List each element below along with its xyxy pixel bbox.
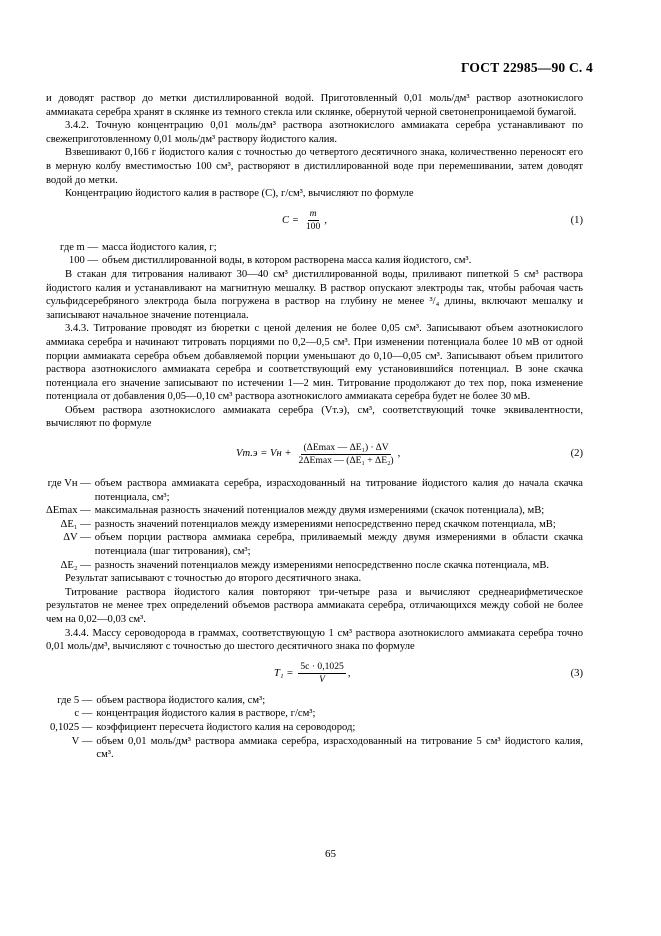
- document-body: [46, 92, 583, 762]
- legend-2: [46, 477, 583, 572]
- formula-number: (2): [570, 448, 583, 460]
- paragraph: Титрование раствора йодистого калия повторяют три-четыре раза и вычисляют среднеарифметическое результатов не менее трех определений объемов раствора аммиаката серебра, отличающихся между собой не более чем на 0,02—0,03 см³.: [46, 586, 583, 625]
- legend-text: объем раствора йодистого калия, см³;: [96, 694, 266, 706]
- paragraph: 3.4.4. Массу сероводорода в граммах, соответствующую 1 см³ раствора азотнокислого аммиаката серебра точно 0,01 моль/дм³, вычисляют с точностью до шестого десятичного знака по формуле: [46, 627, 583, 653]
- paragraph: Взвешивают 0,166 г йодистого калия с точностью до четвертого десятичного знака, количественно переносят его в мерную колбу вместимостью 100 см³, растворяют в дистиллированной воде при перемешивании, затем доводят водой до метки.: [46, 147, 583, 186]
- legend-symbol: 100 —: [68, 255, 99, 267]
- formula-1: [46, 206, 583, 236]
- paragraph: Результат записывают с точностью до второго десятичного знака.: [65, 573, 362, 585]
- legend-symbol: где m —: [60, 241, 99, 253]
- legend-symbol: ΔEmax —: [46, 505, 91, 517]
- formula-number: (1): [570, 214, 583, 226]
- legend-symbol: где 5 —: [57, 694, 93, 706]
- formula-lhs: Vт.э = Vн +: [236, 448, 292, 460]
- legend-text: коэффициент пересчета йодистого калия на сероводород;: [96, 721, 356, 733]
- formula-tail: ,: [347, 667, 351, 679]
- formula-denominator: 2ΔEmax — (ΔE₁ + ΔE₂): [298, 454, 394, 466]
- legend-symbol: c —: [74, 708, 93, 720]
- formula-3: [46, 659, 583, 689]
- legend-3: [50, 694, 583, 762]
- legend-text: масса йодистого калия, г;: [102, 241, 217, 253]
- paragraph: В стакан для титрования наливают 30—40 см³ дистиллированной воды, приливают пипеткой 5 см³ раствора йодистого калия и устанавливают на магнитную мешалку. В раствор опускают электроды так, чтобы рабочая часть сульфидсеребряного электрода была погружена в раствор на глубину не менее ³/₄ длины, включают мешалку и записывают начальное значение потенциала.: [46, 268, 583, 321]
- formula-tail: ,: [324, 214, 327, 226]
- formula-lhs: C =: [282, 214, 299, 226]
- formula-2: [46, 437, 583, 471]
- page-number: 65: [325, 848, 336, 860]
- paragraph: 3.4.2. Точную концентрацию 0,01 моль/дм³ раствора азотнокислого аммиаката серебра устанавливают по свежеприготовленному 0,01 моль/дм³ раствору йодистого калия.: [46, 120, 583, 145]
- formula-numerator: (ΔEmax — ΔE₁) · ΔV: [303, 441, 389, 453]
- legend-text: объем порции раствора аммиака серебра, приливаемый между двумя измерениями в области скачка потенциала (шаг титрования), см³;: [94, 532, 583, 558]
- paragraph: Концентрацию йодистого калия в растворе (С), г/см³, вычисляют по формуле: [65, 188, 414, 200]
- legend-text: разность значений потенциалов между измерениями непосредственно перед скачком потенциала, мВ;: [94, 518, 556, 530]
- formula-numerator: m: [309, 208, 317, 220]
- legend-1: [60, 241, 583, 268]
- legend-text: концентрация йодистого калия в растворе, г/см³;: [96, 708, 316, 720]
- formula-lhs: T₁ =: [274, 667, 294, 679]
- legend-text: максимальная разность значений потенциалов между двумя измерениями (скачок потенциала), мВ;: [94, 505, 545, 517]
- legend-symbol: ΔE₁ —: [60, 518, 91, 530]
- paragraph: 3.4.3. Титрование проводят из бюретки с ценой деления не более 0,05 см³. Записывают объем азотнокислого аммиака серебра и начинают титровать порциями по 0,2—0,5 см³. При изменении потенциала более 10 мВ от одной порции аммиаката серебра объем добавляемой порции уменьшают до 0,10—0,05 см³. Записывают объем прилитого раствора азотнокислого аммиаката серебра и соответствующий ему установившийся потенциал. В зоне скачка потенциала его значение записывают по истечении 1—2 мин. Титрование продолжают до тех пор, пока изменение потенциала от добавления 0,05—0,10 см³ раствора азотнокислого аммиаката серебра будет не более 30 мВ.: [46, 323, 583, 403]
- formula-tail: ,: [397, 448, 401, 460]
- formula-number: (3): [570, 667, 583, 679]
- legend-symbol: 0,1025 —: [50, 721, 93, 733]
- legend-symbol: V —: [71, 735, 93, 747]
- formula-denominator: V: [319, 674, 326, 686]
- formula-fraction: [297, 442, 396, 467]
- formula-fraction: [298, 661, 345, 686]
- paragraph: и доводят раствор до метки дистиллированной водой. Приготовленный 0,01 моль/дм³ раствор азотнокислого аммиаката серебра хранят в склянке из темного стекла или склянке, обернутой черной светонепроницаемой бумагой.: [46, 93, 583, 118]
- legend-symbol: ΔV —: [63, 532, 91, 544]
- document-header: ГОСТ 22985—90 С. 4: [460, 60, 593, 75]
- formula-fraction: [304, 208, 322, 233]
- legend-text: разность значений потенциалов между измерениями непосредственно после скачка потенциала, мВ.: [94, 559, 550, 571]
- formula-denominator: 100: [305, 221, 321, 233]
- legend-symbol: где Vн —: [47, 478, 91, 490]
- legend-text: объем 0,01 моль/дм³ раствора аммиака серебра, израсходованный на титрование 5 см³ йодистого калия, см³.: [96, 735, 583, 761]
- paragraph: Объем раствора азотнокислого аммиаката серебра (Vт.э), см³, соответствующий точке эквивалентности, вычисляют по формуле: [46, 404, 583, 430]
- legend-symbol: ΔE₂ —: [60, 559, 91, 571]
- legend-text: объем раствора аммиаката серебра, израсходованный на титрование йодистого калия до начала скачка потенциала, см³;: [94, 478, 583, 503]
- legend-text: объем дистиллированной воды, в котором растворена масса калия йодистого, см³.: [102, 255, 472, 267]
- formula-numerator: 5c · 0,1025: [300, 661, 344, 673]
